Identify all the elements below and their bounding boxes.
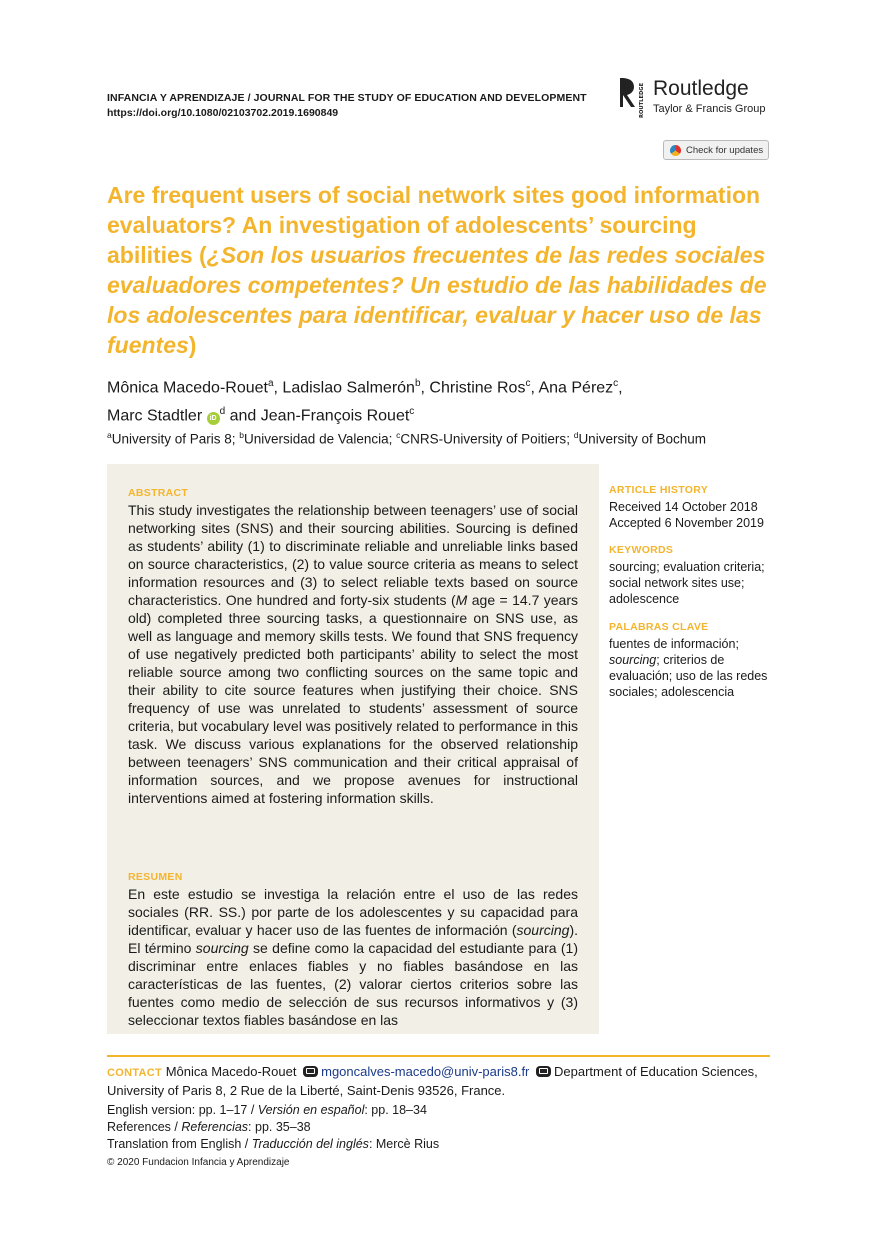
contact-label: CONTACT [107, 1067, 163, 1079]
publisher-name: Routledge [653, 77, 749, 100]
palabras-clave-heading: PALABRAS CLAVE [609, 621, 709, 633]
palabras-clave-text [609, 636, 779, 700]
address-icon [536, 1066, 551, 1077]
logo-vertical-text: ROUTLEDGE [639, 82, 645, 118]
author-affiliation-mark: c [613, 378, 619, 389]
copyright: © 2020 Fundacion Infancia y Aprendizaje [107, 1157, 290, 1168]
abstract-mean-symbol: M [455, 592, 468, 608]
palabras-clave-italic: sourcing [609, 653, 657, 667]
article-title [107, 180, 775, 360]
journal-name: INFANCIA Y APRENDIZAJE / JOURNAL FOR THE STUDY OF EDUCATION AND DEVELOPMENT [107, 92, 587, 104]
contact-info [107, 1063, 770, 1099]
author-name[interactable]: Jean-François Rouet [260, 407, 410, 425]
keywords-text: sourcing; evaluation criteria; social network sites use; adolescence [609, 560, 765, 606]
orcid-icon[interactable]: iD [207, 412, 220, 425]
routledge-logo-icon [617, 76, 647, 120]
title-spanish: ¿Son los usuarios frecuentes de las redes sociales evaluadores competentes? Un estudio de las habilidades de los adolescentes para identificar, evaluar y hacer uso de las fuentes [107, 242, 767, 358]
resumen-text-part: ). El término [128, 922, 578, 956]
affiliation: Universidad de Valencia [244, 431, 389, 447]
affiliation-mark: b [239, 430, 245, 440]
resumen-text [128, 885, 578, 1028]
author-name[interactable]: Ladislao Salmerón [282, 379, 415, 397]
author-name[interactable]: Ana Pérez [538, 379, 614, 397]
publisher-logo[interactable] [617, 76, 777, 120]
received-date: Received 14 October 2018 [609, 500, 758, 514]
palabras-clave-part: fuentes de información; [609, 637, 739, 651]
footer-divider [107, 1055, 770, 1057]
abstract-text-part: This study investigates the relationship between teenagers’ use of social networking sites (SNS) and their sourcing abilities. Sourcing is defined as students’ ability (1) to discriminate reliable and unreliable links based on source characteristics, (2) to value source criteria as means to select information resources and (3) to select reliable texts based on source characteristics. One hundred and forty-six students ( [128, 502, 578, 608]
article-history-heading: ARTICLE HISTORY [609, 484, 709, 496]
resumen-text-part: se define como la capacidad del estudiante para (1) discriminar entre enlaces fiables y no fiables basándose en las características de las fuentes, (2) valorar ciertos criterios sobre las fuentes como medio de selección de sus recursos informativos y (3) seleccionar textos fiables basándose en las [128, 940, 578, 1028]
author-name[interactable]: Mônica Macedo-Rouet [107, 379, 268, 397]
resumen-text-part: En este estudio se investiga la relación entre el uso de las redes sociales (RR. SS.) por parte de los adolescentes y su capacidad para identificar, evaluar y hacer uso de las fuentes de información ( [128, 886, 578, 938]
translation-credit: Translation from English / Traducción del inglés: Mercè Rius [107, 1137, 440, 1151]
contact-email[interactable]: mgoncalves-macedo@univ-paris8.fr [321, 1064, 530, 1079]
version-pages: English version: pp. 1–17 / Versión en español: pp. 18–34 [107, 1103, 427, 1117]
contact-address: Department of Education Sciences, University of Paris 8, 2 Rue de la Liberté, Saint-Denis 93526, France. [107, 1064, 758, 1098]
check-for-updates-button[interactable] [663, 140, 769, 160]
abstract-text-part: age = 14.7 years old) completed three sourcing tasks, a questionnaire on SNS use, as well as language and memory skills tests. We found that SNS frequency of use negatively predicted both participants’ ability to select the most reliable source among two conflicting sources on the same topic and their ability to cite source features when justifying their choice. SNS frequency of use was unrelated to students’ assessment of source criteria, but vocabulary level was positively related to performance in this task. We discuss various explanations for the observed relationship between teenagers’ SNS communication and their critical appraisal of information sources, and we propose avenues for instructional interventions aimed at fostering information skills. [128, 592, 579, 806]
affiliation: CNRS-University of Poitiers [400, 431, 567, 447]
affiliation-mark: c [396, 430, 401, 440]
keywords-heading: KEYWORDS [609, 544, 674, 556]
crossmark-icon [670, 145, 681, 156]
affiliations: $^a$University of Paris 8; $^b$Universidad de Valencia; $^c$CNRS-University of Poitiers; $^d$University of Bochum [107, 430, 706, 447]
accepted-date: Accepted 6 November 2019 [609, 516, 764, 530]
affiliation: University of Paris 8 [111, 431, 232, 447]
title-close-paren: ) [188, 332, 197, 358]
author-affiliation-mark: d [219, 406, 226, 418]
affiliation: University of Bochum [578, 431, 706, 447]
author-name[interactable]: Marc Stadtler [107, 407, 203, 425]
publisher-group: Taylor & Francis Group [653, 103, 766, 115]
check-for-updates-label: Check for updates [686, 144, 764, 156]
doi-link[interactable]: https://doi.org/10.1080/02103702.2019.1690849 [107, 107, 339, 119]
abstract-heading: ABSTRACT [128, 487, 189, 499]
author-name[interactable]: Christine Ros [429, 379, 526, 397]
author-affiliation-mark: c [525, 378, 531, 389]
author-affiliation-mark: b [414, 378, 421, 389]
references-pages: References / Referencias: pp. 35–38 [107, 1120, 311, 1134]
abstract-text [128, 501, 578, 807]
email-icon [303, 1066, 318, 1077]
affiliation-mark: a [107, 430, 112, 440]
author-list: Mônica Macedo-Rouet$^a$, Ladislao Salmerón$^b$, Christine Ros$^c$, Ana Pérez$^c$, Marc Stadtler $iD^d$ and Jean-François Rouet$^c$ [107, 378, 623, 425]
author-affiliation-mark: c [409, 406, 415, 418]
resumen-italic: sourcing [195, 940, 249, 956]
contact-name: Mônica Macedo-Rouet [165, 1064, 297, 1079]
title-english: Are frequent users of social network sites good information evaluators? An investigation of adolescents’ sourcing abilities ( [107, 182, 761, 268]
palabras-clave-part: ; criterios de evaluación; uso de las redes sociales; adolescencia [609, 653, 768, 699]
authors-and: and [229, 407, 257, 425]
resumen-heading: RESUMEN [128, 871, 183, 883]
resumen-italic: sourcing [516, 922, 570, 938]
affiliation-mark: d [573, 430, 579, 440]
author-affiliation-mark: a [267, 378, 274, 389]
